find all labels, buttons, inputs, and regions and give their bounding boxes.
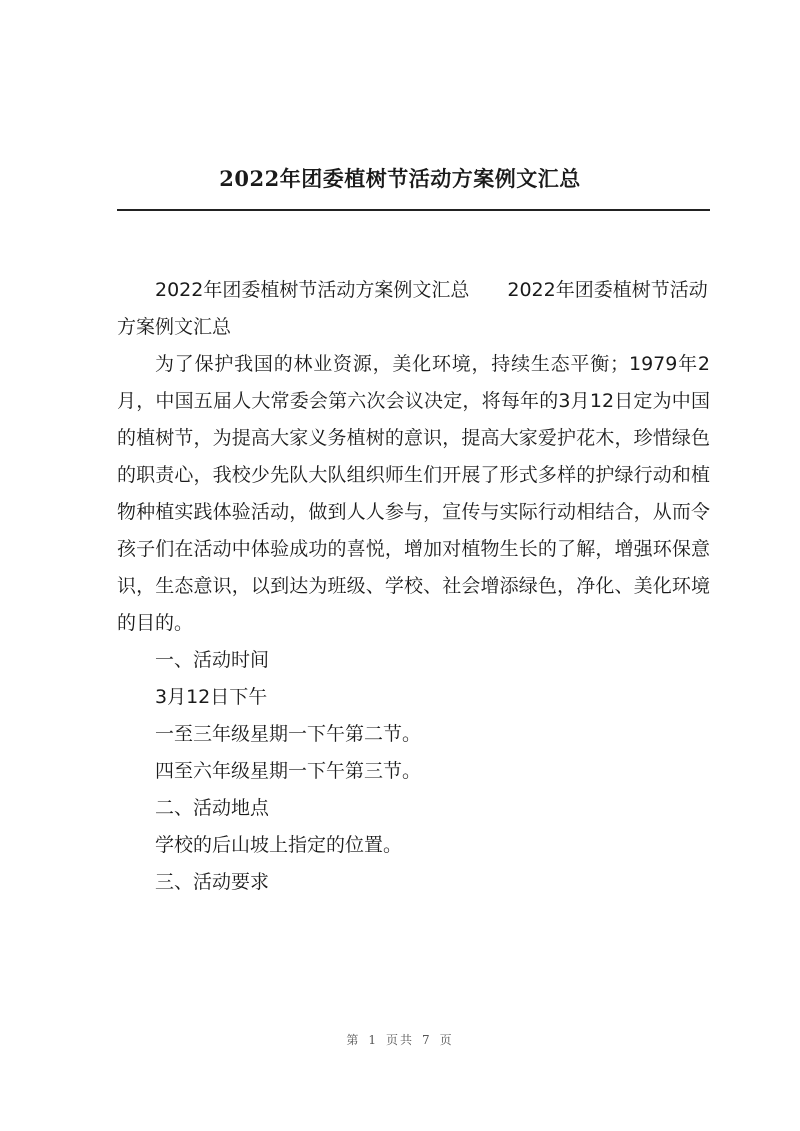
- document-title: 2022年团委植树节活动方案例文汇总: [219, 166, 581, 191]
- paragraph-grades-1-3: 一至三年级星期一下午第二节。: [155, 723, 422, 745]
- paragraph-grades-4-6: 四至六年级星期一下午第三节。: [155, 760, 422, 782]
- paragraph-purpose: 为了保护我国的林业资源，美化环境，持续生态平衡；1979年2月，中国五届人大常委会第六次会议决定，将每年的3月12日定为中国的植树节，为提高大家义务植树的意识，提高大家爱护花木，珍惜绿色的职责心，我校少先队大队组织师生们开展了形式多样的护绿行动和植物种植实践体验活动，做到人人参与，宣传与实际行动相结合，从而令孩子们在活动中体验成功的喜悦，增加对植物生长的了解，增强环保意识，生态意识，以到达为班级、学校、社会增添绿色，净化、美化环境的目的。: [117, 353, 710, 634]
- footer-middle: 页共: [385, 1033, 414, 1047]
- heading-activity-time: 一、活动时间: [155, 649, 270, 671]
- heading-activity-requirements: 三、活动要求: [155, 871, 270, 893]
- page-footer: [0, 1031, 800, 1048]
- document-body: [117, 272, 710, 901]
- paragraph-date: 3月12日下午: [155, 686, 268, 708]
- footer-current-page: 1: [368, 1033, 378, 1047]
- paragraph-intro: 2022年团委植树节活动方案例文汇总 2022年团委植树节活动方案例文汇总: [117, 279, 708, 338]
- footer-suffix: 页: [439, 1033, 454, 1047]
- heading-activity-location: 二、活动地点: [155, 797, 270, 819]
- footer-total-pages: 7: [422, 1033, 432, 1047]
- footer-prefix: 第: [346, 1033, 361, 1047]
- paragraph-location: 学校的后山坡上指定的位置。: [155, 834, 403, 856]
- title-underline: [117, 209, 710, 211]
